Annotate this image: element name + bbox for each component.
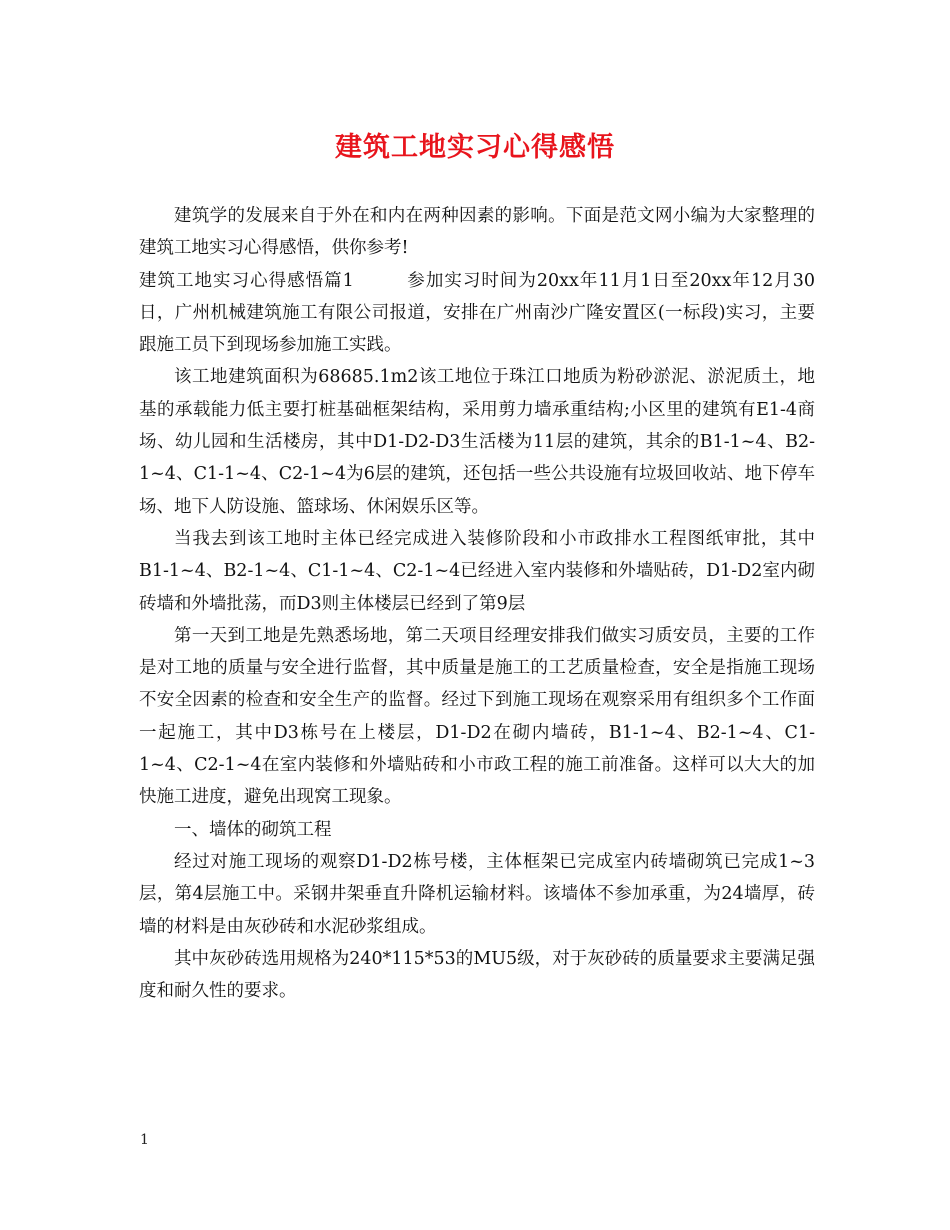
paragraph-masonry-observation: 经过对施工现场的观察D1-D2栋号楼，主体框架已完成室内砖墙砌筑已完成1~3层，第4层施工中。采钢井架垂直升降机运输材料。该墙体不参加承重，为24墙厚，砖墙的材料是由灰砂砖和水泥砂浆组成。 [139,851,815,937]
paragraph-brick-spec: 其中灰砂砖选用规格为240*115*53的MU5级，对于灰砂砖的质量要求主要满足强度和耐久性的要求。 [139,948,815,1002]
intro-paragraph: 建筑学的发展来自于外在和内在两种因素的影响。下面是范文网小编为大家整理的建筑工地实习心得感悟，供你参考! [139,206,815,259]
section-heading: 建筑工地实习心得感悟篇1 [139,270,354,291]
subsection-heading-masonry: 一、墙体的砌筑工程 [174,819,332,840]
document-body [139,200,815,1007]
paragraph-first-day: 第一天到工地是先熟悉场地，第二天项目经理安排我们做实习质安员，主要的工作是对工地的质量与安全进行监督，其中质量是施工的工艺质量检查，安全是指施工现场不安全因素的检查和安全生产的监督。经过下到施工现场在观察采用有组织多个工作面一起施工，其中D3栋号在上楼层，D1-D2在砌内墙砖，B1-1~4、B2-1~4、C1-1~4、C2-1~4在室内装修和外墙贴砖和小市政工程的施工前准备。这样可以大大的加快施工进度，避免出现窝工现象。 [139,625,815,808]
document-title: 建筑工地实习心得感悟 [335,132,615,163]
paragraph-site-overview: 该工地建筑面积为68685.1m2该工地位于珠江口地质为粉砂淤泥、淤泥质土，地基的承载能力低主要打桩基础框架结构，采用剪力墙承重结构;小区里的建筑有E1-4商场、幼儿园和生活楼房，其中D1-D2-D3生活楼为11层的建筑，其余的B1-1~4、B2-1~4、C1-1~4、C2-1~4为6层的建筑，还包括一些公共设施有垃圾回收站、地下停车场、地下人防设施、篮球场、休闲娱乐区等。 [139,367,815,517]
section-first-paragraph [139,265,815,362]
section-first-text: 参加实习时间为20xx年11月1日至20xx年12月30日，广州机械建筑施工有限公司报道，安排在广州南沙广隆安置区(一标段)实习，主要跟施工员下到现场参加施工实践。 [139,270,816,356]
paragraph-site-progress: 当我去到该工地时主体已经完成进入装修阶段和小市政排水工程图纸审批，其中B1-1~4、B2-1~4、C1-1~4、C2-1~4已经进入室内装修和外墙贴砖，D1-D2室内砌砖墙和外墙批荡，而D3则主体楼层已经到了第9层 [139,528,815,614]
page-number: 1 [140,1132,149,1148]
